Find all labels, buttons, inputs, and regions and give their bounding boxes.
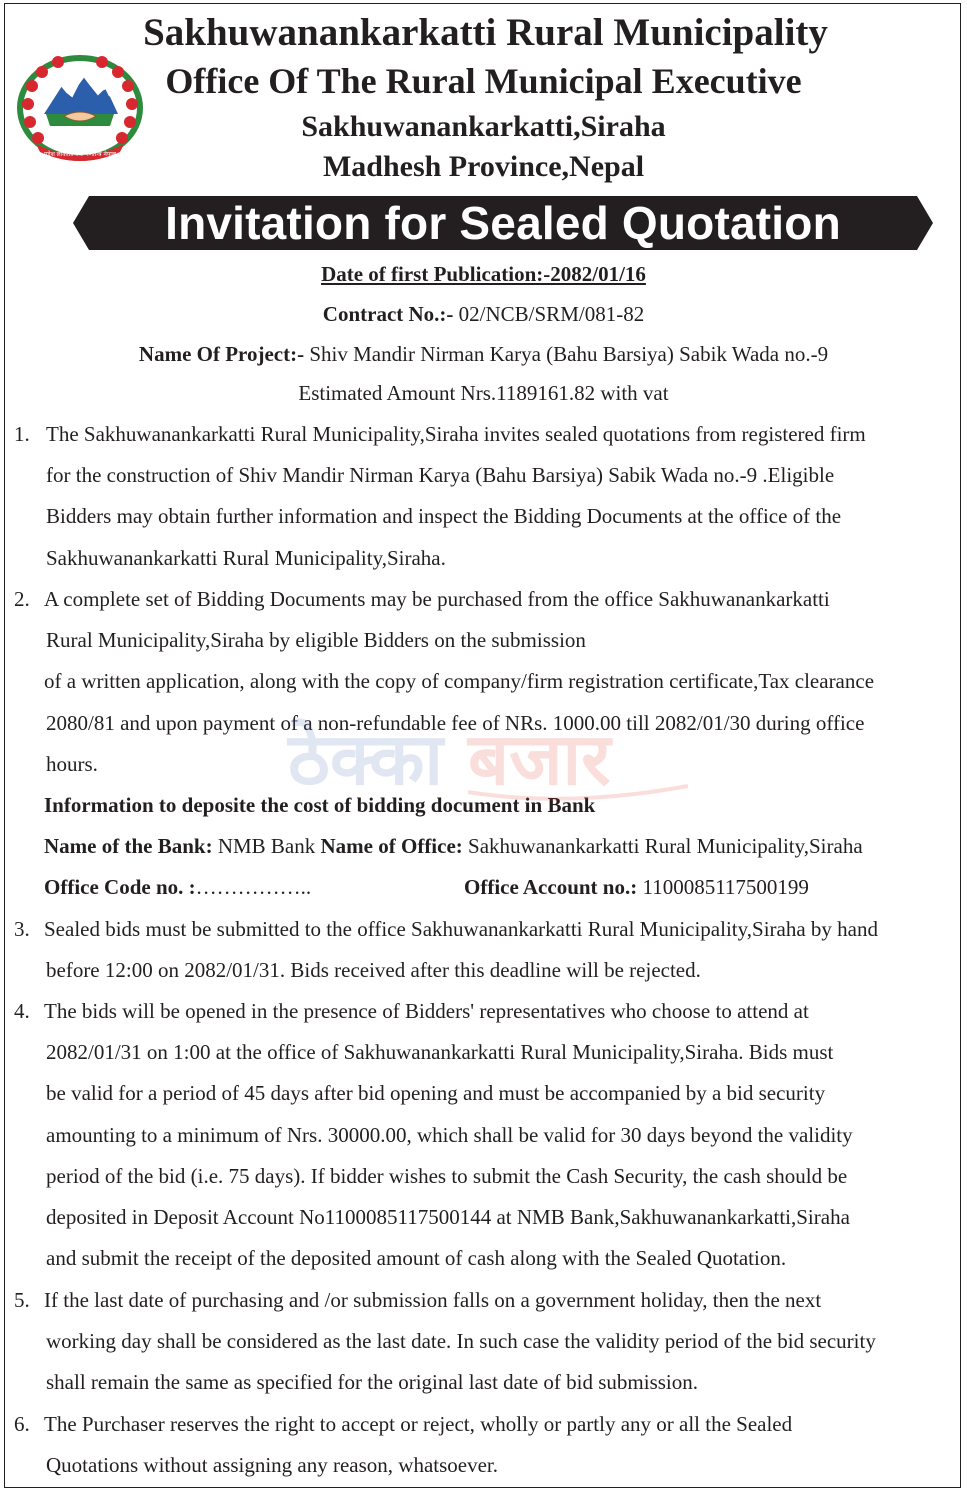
office-code-label: Office Code no. : <box>44 875 196 900</box>
office-account-value: 1100085117500199 <box>637 875 809 900</box>
clause-line: 2080/81 and upon payment of a non-refundable fee of NRs. 1000.00 till 2082/01/30 during office <box>46 710 865 735</box>
bank-name-line <box>44 826 863 867</box>
clause-line: 2082/01/31 on 1:00 at the office of Sakhuwanankarkatti Rural Municipality,Siraha. Bids must <box>46 1040 834 1065</box>
clause-line: The Sakhuwanankarkatti Rural Municipality,Siraha invites sealed quotations from registered firm <box>46 422 866 446</box>
project-value: Shiv Mandir Nirman Karya (Bahu Barsiya) Sabik Wada no.-9 <box>304 342 829 366</box>
clause-line: Sakhuwanankarkatti Rural Municipality,Siraha. <box>46 545 446 570</box>
clause-line: deposited in Deposit Account No1100085117500144 at NMB Bank,Sakhuwanankarkatti,Siraha <box>46 1205 850 1229</box>
clause-number: 1. <box>14 422 30 446</box>
office-account-label: Office Account no.: <box>464 875 638 900</box>
svg-text:बजार: बजार <box>468 717 611 801</box>
clause-line: Bidders may obtain further information and inspect the Bidding Documents at the office of the <box>46 504 842 529</box>
clause-number: 5. <box>14 1288 30 1312</box>
clause-line: hours. <box>46 751 98 776</box>
contract-number <box>0 302 967 327</box>
bank-value: NMB Bank <box>212 834 321 859</box>
clause-line: before 12:00 on 2082/01/31. Bids received after this deadline will be rejected. <box>46 958 701 983</box>
clause-line: period of the bid (i.e. 75 days). If bidder wishes to submit the Cash Security, the cash should be <box>46 1163 848 1188</box>
project-label: Name Of Project:- <box>138 342 305 366</box>
clause-line: A complete set of Bidding Documents may be purchased from the office Sakhuwanankarkatti <box>44 587 830 611</box>
office-code-line <box>44 867 311 908</box>
office-value: Sakhuwanankarkatti Rural Municipality,Siraha <box>462 834 863 859</box>
office-code-value: …………….. <box>195 875 312 900</box>
bank-info-heading: Information to deposite the cost of bidding document in Bank <box>44 793 596 817</box>
clause-line: Quotations without assigning any reason, whatsoever. <box>46 1453 499 1478</box>
clause-line: of a written application, along with the copy of company/firm registration certificate,Tax clearance <box>44 669 875 694</box>
province-name: Madhesh Province,Nepal <box>322 150 645 183</box>
municipality-name: Sakhuwanankarkatti Rural Municipality <box>143 11 828 54</box>
clause-line: shall remain the same as specified for the original last date of bid submission. <box>46 1370 699 1395</box>
project-name <box>0 342 967 367</box>
clause-number: 2. <box>14 587 30 611</box>
publication-date: Date of first Publication:-2082/01/16 <box>321 262 646 286</box>
contract-value: 02/NCB/SRM/081-82 <box>453 302 645 326</box>
emblem-motto-text: प्रदेश लोकतान्त्रिक गणतन्त्र नेपाल <box>44 151 116 158</box>
office-label: Name of Office: <box>320 834 463 859</box>
clause-line: for the construction of Shiv Mandir Nirman Karya (Bahu Barsiya) Sabik Wada no.-9 .Eligible <box>46 463 835 488</box>
office-account-line <box>464 867 809 908</box>
clause-line: be valid for a period of 45 days after bid opening and must be accompanied by a bid security <box>46 1081 826 1106</box>
clause-line: Rural Municipality,Siraha by eligible Bidders on the submission <box>46 628 586 653</box>
clause-number: 3. <box>14 917 30 941</box>
clause-line: If the last date of purchasing and /or submission falls on a government holiday, then the next <box>44 1288 822 1312</box>
office-location: Sakhuwanankarkatti,Siraha <box>301 110 666 143</box>
clause-line: amounting to a minimum of Nrs. 30000.00, which shall be valid for 30 days beyond the validity <box>46 1122 853 1147</box>
bank-label: Name of the Bank: <box>44 834 213 859</box>
office-name: Office Of The Rural Municipal Executive <box>165 61 802 101</box>
clause-line: and submit the receipt of the deposited amount of cash along with the Sealed Quotation. <box>46 1246 787 1271</box>
notice-title: Invitation for Sealed Quotation <box>165 197 841 249</box>
clause-line: Sealed bids must be submitted to the office Sakhuwanankarkatti Rural Municipality,Siraha by hand <box>44 917 878 941</box>
clause-number: 6. <box>14 1412 30 1436</box>
contract-label: Contract No.:- <box>322 302 454 326</box>
svg-text:ठेक्का: ठेक्का <box>288 717 444 801</box>
clause-number: 4. <box>14 999 30 1023</box>
clause-line: working day shall be considered as the last date. In such case the validity period of the bid security <box>46 1329 876 1354</box>
clause-line: The bids will be opened in the presence of Bidders' representatives who choose to attend at <box>44 999 809 1023</box>
estimated-amount: Estimated Amount Nrs.1189161.82 with vat <box>298 381 669 405</box>
clause-line: The Purchaser reserves the right to accept or reject, wholly or partly any or all the Sealed <box>44 1412 793 1436</box>
